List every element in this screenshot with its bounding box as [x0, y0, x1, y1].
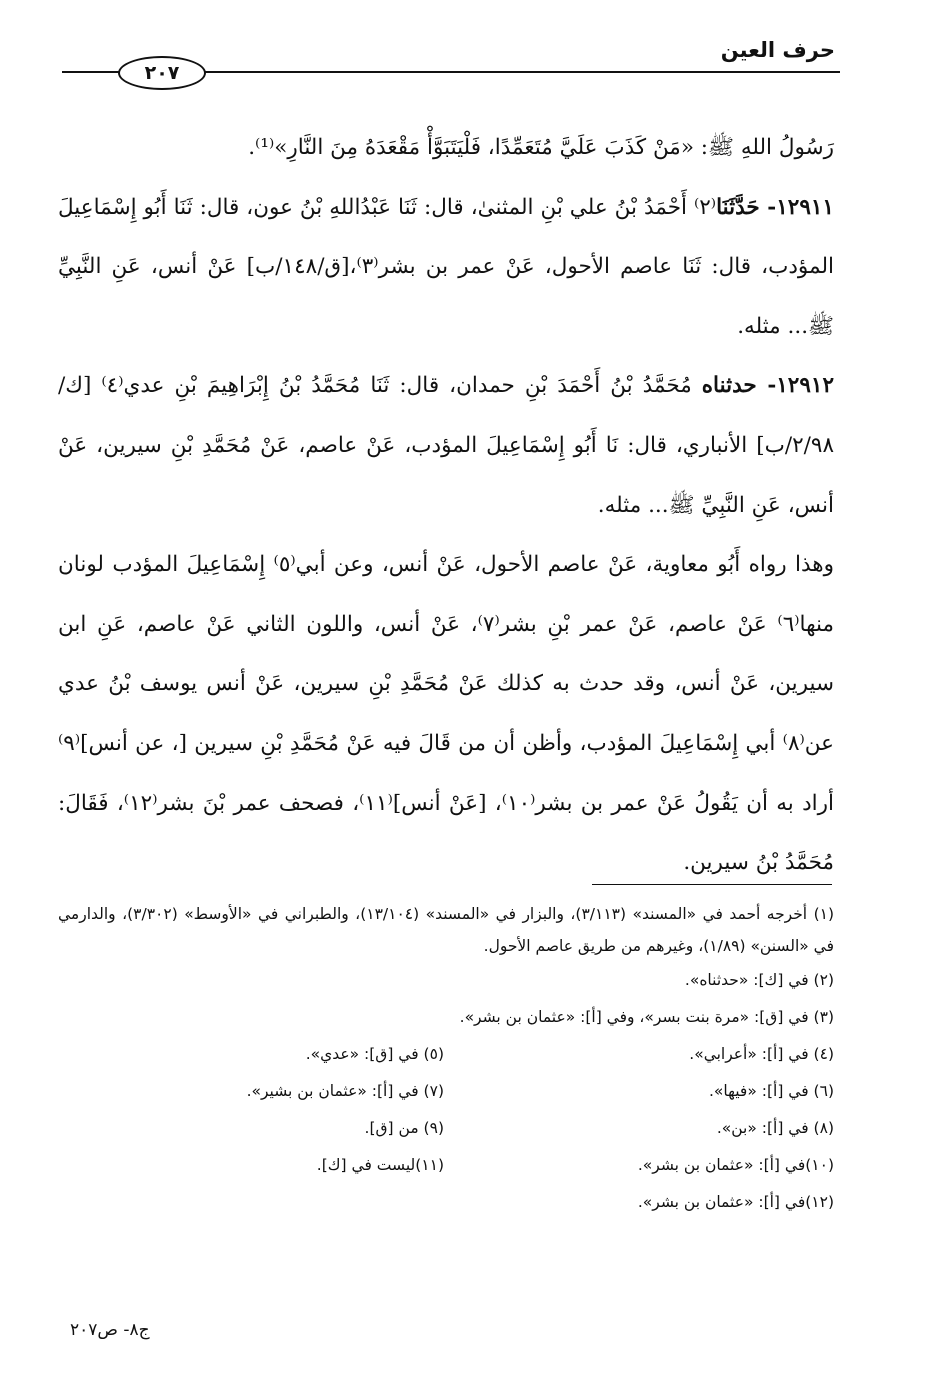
commentary-paragraph — [58, 535, 834, 893]
footnote-8: (٨) في [أ]: «بن». — [716, 1119, 834, 1137]
hadith-number: ١٢٩١١- حَدَّثَنَا — [716, 194, 834, 220]
footnote-10: (١٠)في [أ]: «عثمان بن بشر». — [637, 1156, 834, 1174]
footnote-row — [58, 1110, 834, 1147]
footnote-4: (٤) في [أ]: «أعرابي». — [689, 1045, 834, 1063]
footnote-6: (٦) في [أ]: «فيها». — [708, 1082, 834, 1100]
footnote-12: (١٢)في [أ]: «عثمان بن بشر». — [637, 1193, 834, 1211]
footnote-rule — [592, 884, 832, 885]
main-text — [58, 118, 834, 893]
page-reference: ج٨- ص٢٠٧ — [70, 1320, 150, 1340]
footnote-11: (١١)ليست في [ك]. — [316, 1156, 444, 1174]
footnotes — [58, 898, 834, 1221]
footnote-7: (٧) في [أ]: «عثمان بن بشير». — [246, 1082, 444, 1100]
footnote-row — [58, 1184, 834, 1221]
footnote-2: (٢) في [ك]: «حدثناه». — [684, 971, 834, 989]
hadith-12912 — [58, 356, 834, 535]
footnote-1: (١) أخرجه أحمد في «المسند» (٣/١١٣)، والبزار في «المسند» (١٣/١٠٤)، والطبراني في «الأوسط» (٣/٣٠٢)، والدارمي في «السنن» (١/٨٩)، وغيرهم من طريق عاصم الأحول. — [58, 905, 835, 955]
page-number: ٢٠٧ — [118, 56, 206, 90]
commentary-text: وهذا رواه أَبُو معاوية، عَنْ عاصم الأحول، عَنْ أنس، وعن أبي⁽٥⁾ إِسْمَاعِيلَ المؤدب لونان منها⁽٦⁾ عَنْ عاصم، عَنْ عمر بْنِ بشر⁽٧⁾، عَنْ أنس، واللون الثاني عَنْ عاصم، عَنِ ابن سيرين، عَنْ أنس، وقد حدث به كذلك عَنْ مُحَمَّدِ بْنِ سيرين، عَنْ أنس يوسف بْنُ عدي عن⁽٨⁾ أبي إِسْمَاعِيلَ المؤدب، وأظن أن من قَالَ فيه عَنْ مُحَمَّدِ بْنِ سيرين [، عن أنس]⁽٩⁾ أراد به أن يَقُولُ عَنْ عمر بن بشر⁽١٠⁾، [عَنْ أنس]⁽١١⁾، فصحف عمر بْنَ بشر⁽١٢⁾، فَقَالَ: مُحَمَّدُ بْنُ سيرين. — [58, 552, 834, 876]
paragraph-1 — [58, 118, 834, 178]
paragraph-1-text: رَسُولُ اللهِ ﷺ: «مَنْ كَذَبَ عَلَيَّ مُتَعَمِّدًا، فَلْيَتَبَوَّأْ مَقْعَدَهُ مِنَ النَّارِ»⁽¹⁾. — [248, 135, 834, 160]
footnote-9: (٩) من [ق]. — [364, 1119, 444, 1137]
footnote-row — [58, 962, 834, 999]
hadith-text: مُحَمَّدُ بْنُ أَحْمَدَ بْنِ حمدان، قال: ثَنَا مُحَمَّدُ بْنُ إِبْرَاهِيمَ بْنِ عدي⁽٤⁾ [ك/٢/٩٨/ب] الأنباري، قال: نَا أَبُو إِسْمَاعِيلَ المؤدب، عَنْ عاصم، عَنْ مُحَمَّدِ بْنِ سيرين، عَنْ أنس، عَنِ النَّبِيِّ ﷺ... مثله. — [58, 373, 834, 518]
footnote-3: (٣) في [ق]: «مرة بنت بسر»، وفي [أ]: «عثمان بن بشر». — [459, 1008, 834, 1026]
footnote-row — [58, 1147, 834, 1184]
hadith-number: ١٢٩١٢- حدثناه — [701, 373, 834, 399]
footnote-row — [58, 1073, 834, 1110]
chapter-title: حرف العين — [720, 38, 835, 62]
footnote-row — [58, 1036, 834, 1073]
footnote-5: (٥) في [ق]: «عدي». — [305, 1045, 444, 1063]
hadith-text: ⁽٢⁾ أَحْمَدُ بْنُ علي بْنِ المثنىٰ، قال: ثَنَا عَبْدُاللهِ بْنُ عون، قال: ثَنَا أَبُو إِسْمَاعِيلَ المؤدب، قال: ثَنَا عاصم الأحول، عَنْ عمر بن بشر⁽٣⁾،[ق/١٤٨/ب] عَنْ أنس، عَنِ النَّبِيِّ ﷺ... مثله. — [58, 194, 834, 339]
footnote-row — [58, 999, 834, 1036]
hadith-12911 — [58, 178, 834, 357]
